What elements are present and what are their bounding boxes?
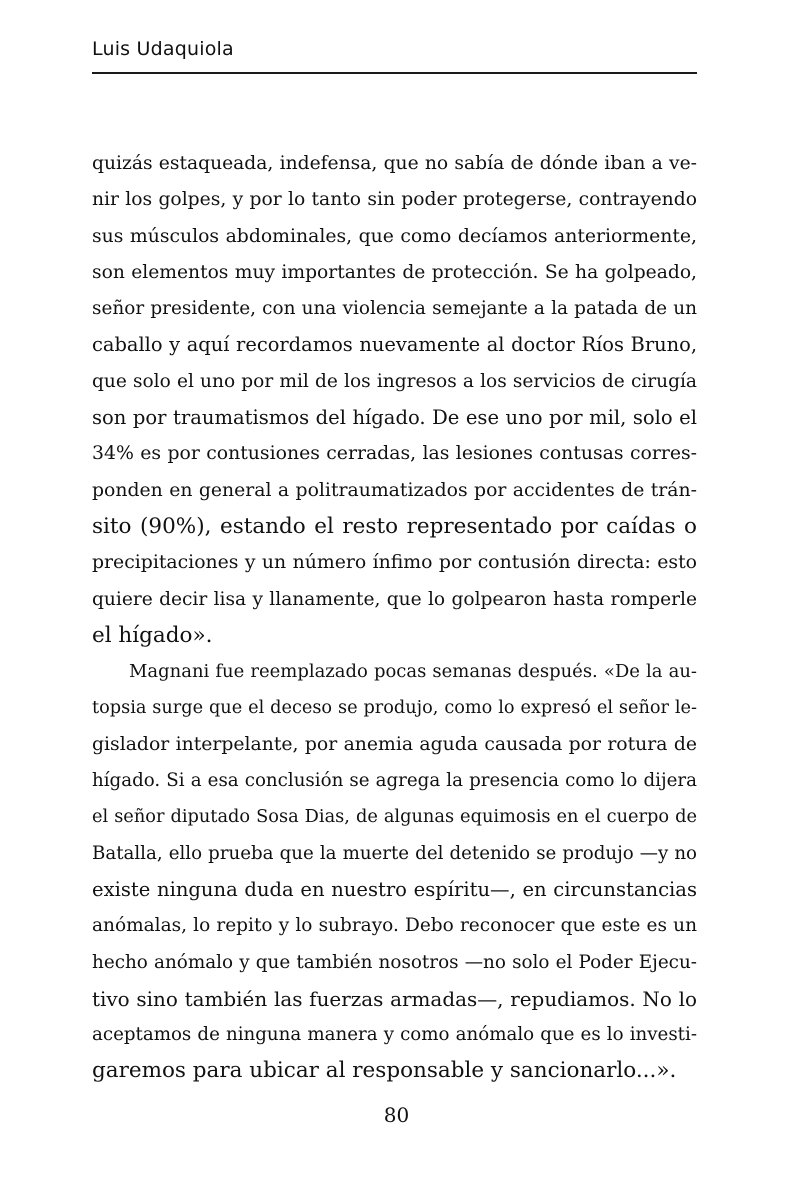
text-line: sus músculos abdominales, que como decíamos anteriormente,: [92, 225, 697, 247]
text-line: señor presidente, con una violencia semejante a la patada de un: [92, 298, 697, 320]
text-line: nir los golpes, y por lo tanto sin poder protegerse, contrayendo: [92, 189, 697, 211]
text-line: quiere decir lisa y llanamente, que lo golpearon hasta romperle: [92, 588, 697, 610]
text-line: sito (90%), estando el resto representado por caídas o: [92, 513, 697, 539]
text-line: existe ninguna duda en nuestro espíritu—, en circunstancias: [92, 877, 697, 901]
text-line: hígado. Si a esa conclusión se agrega la presencia como lo dijera: [92, 770, 697, 792]
text-line: anómalas, lo repito y lo subrayo. Debo reconocer que este es un: [92, 915, 697, 937]
text-line: tivo sino también las fuerzas armadas—, repudiamos. No lo: [92, 986, 697, 1011]
body-text: [92, 146, 697, 1090]
text-line: Magnani fue reemplazado pocas semanas después. «De la au-: [129, 661, 697, 683]
text-line: que solo el uno por mil de los ingresos a los servicios de cirugía: [92, 370, 697, 392]
text-line: son elementos muy importantes de protección. Se ha golpeado,: [92, 261, 697, 283]
page-number: 80: [383, 1103, 410, 1127]
text-line: Batalla, ello prueba que la muerte del detenido se produjo —y no: [92, 842, 697, 864]
paragraph-1: [92, 146, 697, 654]
text-line: gislador interpelante, por anemia aguda causada por rotura de: [92, 733, 697, 755]
text-line: caballo y aquí recordamos nuevamente al doctor Ríos Bruno,: [92, 333, 697, 357]
header-rule: [92, 72, 697, 74]
text-line: aceptamos de ninguna manera y como anómalo que es lo investi-: [92, 1024, 697, 1046]
text-line: quizás estaqueada, indefensa, que no sabía de dónde iban a ve-: [92, 153, 697, 174]
text-line: son por traumatismos del hígado. De ese uno por mil, solo el: [92, 406, 697, 430]
text-line: 34% es por contusiones cerradas, las lesiones contusas corres-: [92, 443, 697, 465]
text-line: precipitaciones y un número ínfimo por contusión directa: esto: [92, 552, 697, 574]
text-line: garemos para ubicar al responsable y sancionarlo...».: [92, 1058, 677, 1084]
text-line: ponden en general a politraumatizados por accidentes de trán-: [92, 479, 697, 501]
text-line: hecho anómalo y que también nosotros —no solo el Poder Ejecu-: [92, 951, 697, 973]
text-line: el hígado».: [92, 622, 213, 648]
text-line: el señor diputado Sosa Dias, de algunas equimosis en el cuerpo de: [92, 806, 697, 828]
paragraph-2: [92, 654, 697, 1090]
running-head-author: Luis Udaquiola: [92, 38, 234, 60]
text-line: topsia surge que el deceso se produjo, como lo expresó el señor le-: [92, 698, 697, 719]
